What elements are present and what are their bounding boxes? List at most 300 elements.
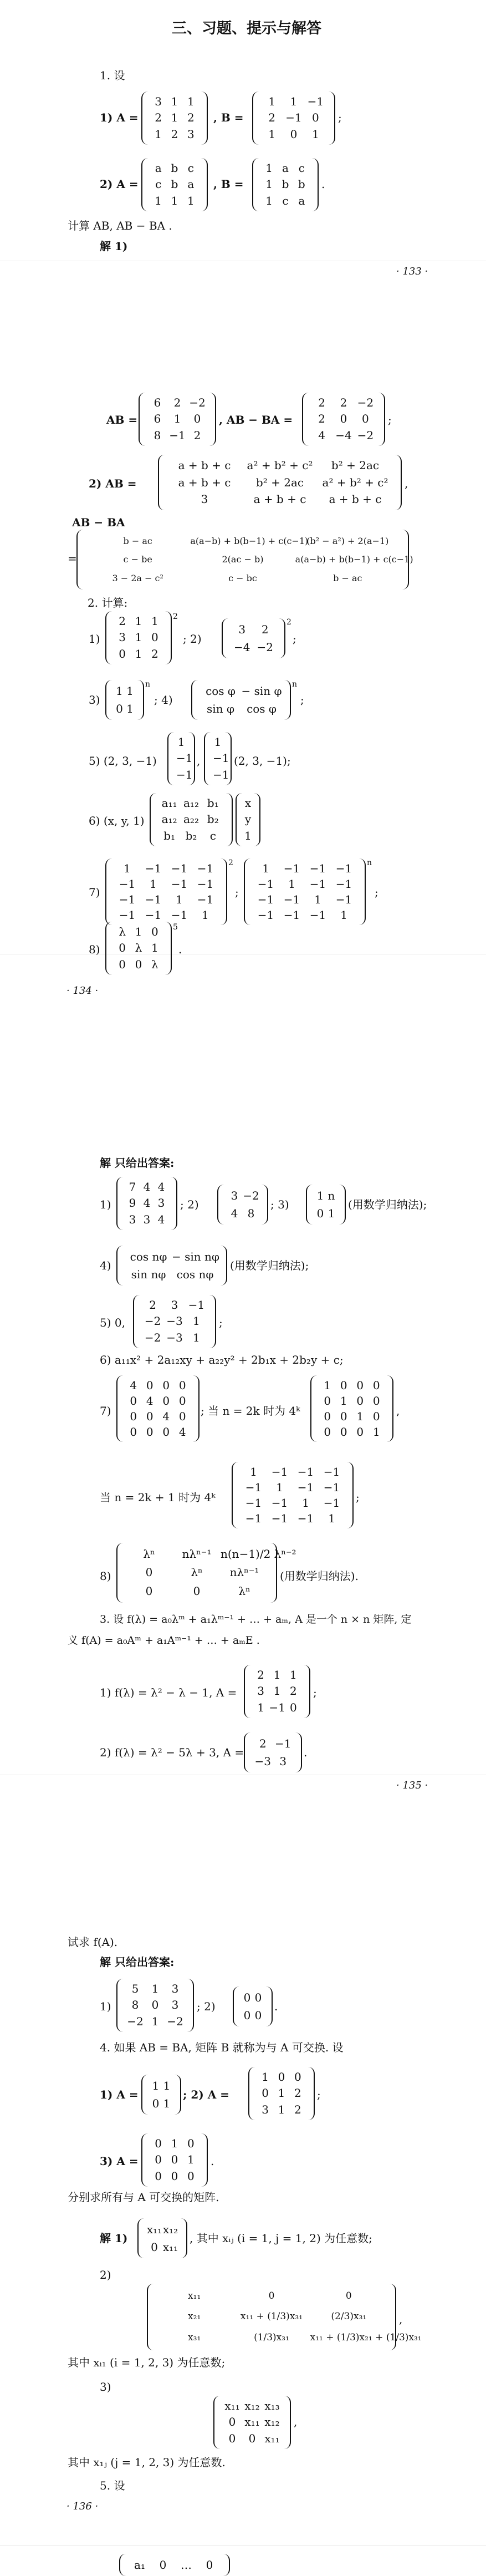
a7-note: ; 当 n = 2k 时为 4ᵏ xyxy=(201,1404,300,1417)
matrix-cell: −1 xyxy=(245,1496,262,1510)
matrix-right-paren xyxy=(266,1986,273,2026)
matrix-right-paren xyxy=(201,158,208,211)
matrix-cell: 2 xyxy=(173,396,181,409)
page-number: · 136 · xyxy=(66,2501,99,2512)
matrix-R5 xyxy=(133,1295,216,1348)
semicolon: ; xyxy=(317,2088,321,2101)
q3-text-2: 义 f(A) = a₀Aᵐ + a₁Aᵐ⁻¹ + … + aₘE . xyxy=(68,1634,260,1647)
matrix-cell: 0 xyxy=(324,1410,331,1423)
matrix-cell: sin φ xyxy=(207,702,234,715)
matrix-cell: 3 xyxy=(171,1998,179,2012)
matrix-cell: 1 xyxy=(192,1314,200,1328)
q1-1-B-eq: , B = xyxy=(213,111,244,124)
matrix-cell: b₂ xyxy=(207,812,219,826)
matrix-cell: x₁₁ xyxy=(224,2399,240,2412)
matrix-cell: 1 xyxy=(268,127,276,141)
matrix-cell: −3 xyxy=(166,1330,183,1344)
matrix-left-paren xyxy=(233,1986,239,2026)
matrix-cell: c xyxy=(187,161,194,175)
a7-label: 7) xyxy=(100,1404,111,1417)
matrix-R2 xyxy=(217,1185,268,1225)
matrix-cell: 0 xyxy=(162,1425,170,1439)
matrix-cell: −1 xyxy=(145,908,162,922)
matrix-cell: 1 xyxy=(290,95,298,108)
matrix-cell: 0 xyxy=(356,1379,364,1392)
matrix-cell: 0 xyxy=(372,1394,380,1408)
page-title: 三、习题、提示与解答 xyxy=(172,20,321,37)
matrix-cell: −1 xyxy=(145,862,162,875)
matrix-cell: 0 xyxy=(311,111,319,125)
matrix-cell: −3 xyxy=(254,1755,271,1768)
matrix-cell: 0 xyxy=(119,957,126,971)
matrix-cell: x₁₂ xyxy=(264,2415,280,2429)
matrix-cell: 1 xyxy=(311,127,319,141)
exponent: 5 xyxy=(173,923,178,932)
matrix-cell: 1 xyxy=(278,2102,285,2116)
matrix-cell: 2 xyxy=(187,111,195,125)
matrix-cell: 3 xyxy=(187,127,195,141)
matrix-cell: 2 xyxy=(294,2086,301,2100)
matrix-cell: 2 xyxy=(259,1737,267,1750)
matrix-cell: a² + b² + c² xyxy=(247,459,313,472)
matrix-A1 xyxy=(141,92,208,145)
matrix-right-paren xyxy=(165,611,172,664)
matrix-right-paren xyxy=(209,1295,216,1348)
matrix-cell: 4 xyxy=(130,1379,137,1392)
a1-label: 1) xyxy=(100,1198,111,1211)
matrix-left-paren xyxy=(137,2218,144,2258)
exponent: 2 xyxy=(287,618,291,627)
matrix-cell: cos nφ xyxy=(176,1268,214,1281)
matrix-cell: − sin nφ xyxy=(172,1250,219,1263)
matrix-cell: b xyxy=(282,177,289,191)
matrix-cell: (1/3)x₃₁ xyxy=(254,2331,289,2343)
matrix-cell: 0 xyxy=(178,1379,186,1392)
c1-label: 1) xyxy=(89,632,100,646)
matrix-cell: a(a−b) + b(b−1) + c(c−1) xyxy=(190,536,309,546)
column-vector-1 xyxy=(167,732,195,785)
matrix-cell: 1 xyxy=(177,735,185,749)
semicolon: ; xyxy=(338,111,342,124)
matrix-cell: x xyxy=(244,796,252,810)
matrix-right-paren xyxy=(295,1732,302,1772)
matrix-G1 xyxy=(116,1979,194,2032)
a4-note: (用数学归纳法); xyxy=(230,1259,309,1272)
matrix-cell: 0 xyxy=(340,1410,347,1423)
matrix-cell: −2 xyxy=(357,428,374,442)
matrix-cell: 0 xyxy=(289,1700,297,1714)
matrix-cell: 1 xyxy=(163,2097,171,2110)
q2-label: 2. 计算: xyxy=(88,596,128,609)
matrix-cell: 3 xyxy=(201,492,208,506)
c8-label: 8) xyxy=(89,943,100,956)
matrix-cell: 2 xyxy=(193,428,201,442)
matrix-cell: 0 xyxy=(151,2240,158,2254)
q4-ask: 分别求所有与 A 可交换的矩阵. xyxy=(68,2191,219,2204)
matrix-cell: 3 xyxy=(171,1298,178,1312)
matrix-left-paren xyxy=(116,1246,123,1286)
matrix-cell: −1 xyxy=(257,908,274,922)
matrix-cell: −1 xyxy=(145,893,162,906)
matrix-cell: c − be xyxy=(123,554,152,565)
matrix-M8 xyxy=(105,922,172,975)
matrix-cell: a xyxy=(298,194,305,207)
semicolon: ; xyxy=(356,1491,360,1504)
matrix-AB xyxy=(139,393,216,446)
matrix-left-paren xyxy=(204,732,211,785)
q4-text: 4. 如果 AB = BA, 矩阵 B 就称为与 A 可交换. 设 xyxy=(100,2041,344,2054)
matrix-right-paren xyxy=(395,455,402,510)
matrix-cell: 3 xyxy=(171,1982,179,1995)
matrix-cell: 1 xyxy=(340,1394,347,1408)
matrix-cell: b² + 2ac xyxy=(331,459,380,472)
p136-s1-note: , 其中 xᵢⱼ (i = 1, j = 1, 2) 为任意数; xyxy=(190,2232,372,2245)
a3-label: ; 3) xyxy=(270,1198,289,1211)
matrix-cell: 0 xyxy=(151,631,158,644)
matrix-left-paren xyxy=(167,732,174,785)
matrix-cell: x₁₁ xyxy=(162,2240,178,2254)
matrix-cell: 0 xyxy=(372,1379,380,1392)
matrix-cell: 2(ac − b) xyxy=(222,554,264,565)
matrix-cell: 1 xyxy=(171,2137,178,2150)
matrix-cell: −1 xyxy=(283,893,300,906)
matrix-cell: 1 xyxy=(316,1189,324,1202)
matrix-K1 xyxy=(137,2218,187,2258)
semicolon: ; xyxy=(375,886,378,899)
matrix-cell: 1 xyxy=(289,1668,297,1681)
comma: , xyxy=(294,2415,298,2428)
matrix-cell: 0 xyxy=(193,1584,201,1598)
matrix-cell: 0 xyxy=(155,2153,162,2167)
matrix-cell: (2/3)x₃₁ xyxy=(331,2311,367,2323)
matrix-cell: −2 xyxy=(127,2014,144,2028)
matrix-cell: 0 xyxy=(243,2009,251,2022)
matrix-cell: 0 xyxy=(159,2558,167,2572)
matrix-cell: −1 xyxy=(171,862,188,875)
matrix-cell: x₁₁ + (1/3)x₂₁ + (1/3)x₃₁ xyxy=(310,2331,422,2343)
matrix-left-paren xyxy=(244,1665,250,1718)
matrix-cell: 1 xyxy=(135,631,142,644)
matrix-cell: 0 xyxy=(146,1410,154,1423)
matrix-cell: x₁₁ xyxy=(188,2290,201,2301)
matrix-q5-preview xyxy=(119,2554,230,2576)
matrix-cell: −1 xyxy=(275,1737,291,1750)
matrix-cell: 1 xyxy=(340,908,347,922)
matrix-cell: 0 xyxy=(243,1991,251,2004)
matrix-AB-minus-BA xyxy=(302,393,385,446)
period: . xyxy=(304,1746,308,1759)
AB-minus-BA-2-label: AB − BA xyxy=(72,516,125,529)
matrix-cell: 1 xyxy=(187,2153,195,2167)
matrix-left-paren xyxy=(105,611,112,664)
matrix-cell: 4 xyxy=(143,1180,151,1193)
matrix-cell: b xyxy=(298,177,305,191)
matrix-cell: a² + b² + c² xyxy=(322,475,388,489)
vector-xy1 xyxy=(236,793,260,846)
matrix-cell: 1 xyxy=(276,1481,283,1494)
matrix-cell: 1 xyxy=(244,829,252,842)
semicolon: ; xyxy=(313,1686,317,1699)
matrix-F1 xyxy=(244,1665,310,1718)
matrix-cell: 4 xyxy=(231,1207,238,1220)
exponent: n xyxy=(292,680,298,689)
matrix-R4 xyxy=(116,1246,227,1286)
matrix-cell: −2 xyxy=(189,396,206,409)
matrix-M7b xyxy=(244,858,366,925)
matrix-cell: −1 xyxy=(309,908,326,922)
matrix-cell: 8 xyxy=(247,1207,255,1220)
matrix-cell: 1 xyxy=(262,862,269,875)
matrix-cell: −1 xyxy=(171,908,188,922)
matrix-left-paren xyxy=(116,1543,123,1603)
matrix-right-paren xyxy=(359,858,366,925)
matrix-K3 xyxy=(213,2396,291,2449)
matrix-cell: − sin φ xyxy=(241,684,282,698)
matrix-cell: 1 xyxy=(262,2070,269,2084)
matrix-right-paren xyxy=(308,2067,315,2120)
matrix-cell: −1 xyxy=(213,751,229,765)
matrix-cell: 0 xyxy=(228,2431,236,2445)
matrix-cell: 0 xyxy=(340,412,347,426)
column-vector-2 xyxy=(204,732,232,785)
matrix-cell: 1 xyxy=(151,1982,159,1995)
matrix-cell: −1 xyxy=(309,877,326,891)
matrix-cell: 1 xyxy=(150,877,157,891)
matrix-cell: a + b + c xyxy=(178,475,231,489)
semicolon: ; xyxy=(293,632,296,646)
matrix-cell: sin nφ xyxy=(131,1268,166,1281)
comma: , xyxy=(399,2313,403,2326)
matrix-cell: 1 xyxy=(268,95,276,108)
matrix-cell: 0 xyxy=(193,412,201,426)
matrix-cell: 0 xyxy=(155,2169,162,2183)
matrix-cell: λ xyxy=(151,957,158,971)
matrix-M1 xyxy=(105,611,172,664)
matrix-H2 xyxy=(248,2067,315,2120)
matrix-left-paren xyxy=(139,393,145,446)
matrix-left-paren xyxy=(302,393,309,446)
matrix-cell: 1 xyxy=(302,1496,309,1510)
matrix-left-paren xyxy=(105,680,112,720)
matrix-I4 xyxy=(310,1375,393,1442)
matrix-cell: x₁₂ xyxy=(244,2399,260,2412)
matrix-cell: a₁₂ xyxy=(161,812,177,826)
matrix-cell: 3 xyxy=(119,631,126,644)
a3-note: (用数学归纳法); xyxy=(348,1198,427,1211)
matrix-left-paren xyxy=(244,858,250,925)
matrix-right-paren xyxy=(312,158,319,211)
matrix-left-paren xyxy=(133,1295,140,1348)
matrix-cell: 1 xyxy=(155,127,162,141)
matrix-cell: 3 xyxy=(157,1196,165,1210)
matrix-cell: −1 xyxy=(297,1481,314,1494)
matrix-cell: n xyxy=(328,1189,335,1202)
matrix-cell: a(a−b) + b(b−1) + c(c−1) xyxy=(295,554,413,565)
matrix-cell: a₂₂ xyxy=(183,812,199,826)
matrix-left-paren xyxy=(105,858,112,925)
matrix-cell: cos φ xyxy=(206,684,236,698)
matrix-M7a xyxy=(105,858,227,925)
a5-label: 5) 0, xyxy=(100,1316,125,1329)
matrix-R7 xyxy=(116,1375,199,1442)
matrix-cell: λⁿ xyxy=(143,1547,155,1561)
matrix-cell: 1 xyxy=(152,2079,160,2092)
matrix-cell: 5 xyxy=(131,1982,139,1995)
matrix-left-paren xyxy=(116,1177,123,1230)
matrix-cell: 2 xyxy=(340,396,347,409)
matrix-M4 xyxy=(191,680,291,720)
matrix-cell: 2 xyxy=(119,614,126,628)
matrix-cell: 1 xyxy=(171,95,178,108)
matrix-cell: 0 xyxy=(324,1394,331,1408)
matrix-right-paren xyxy=(304,1665,310,1718)
matrix-cell: −1 xyxy=(269,1700,285,1714)
matrix-cell: −1 xyxy=(297,1465,314,1478)
matrix-cell: cos φ xyxy=(247,702,277,715)
p136-s1-label: 解 1) xyxy=(100,2232,128,2245)
matrix-cell: 1 xyxy=(135,614,142,628)
matrix-right-paren xyxy=(171,1177,177,1230)
matrix-cell: 1 xyxy=(173,412,181,426)
matrix-cell: −1 xyxy=(309,862,326,875)
matrix-cell: 0 xyxy=(145,1566,153,1579)
matrix-cell: x₃₁ xyxy=(188,2331,201,2343)
a2-label: ; 2) xyxy=(180,1198,199,1211)
matrix-cell: −1 xyxy=(335,877,352,891)
a7-odd-note: 当 n = 2k + 1 时为 4ᵏ xyxy=(100,1491,216,1504)
a8-label: 8) xyxy=(100,1569,111,1583)
p136-solution: 解 只给出答案: xyxy=(100,1955,175,1969)
matrix-cell: 3 xyxy=(262,2102,269,2116)
matrix-cell: c xyxy=(155,177,162,191)
matrix-cell: −1 xyxy=(119,877,136,891)
matrix-cell: 0 xyxy=(340,1379,347,1392)
matrix-cell: 7 xyxy=(129,1180,136,1193)
matrix-AB-minus-BA-2 xyxy=(76,530,413,590)
matrix-cell: 1 xyxy=(171,111,178,125)
matrix-cell: 1 xyxy=(328,1207,335,1220)
matrix-left-paren xyxy=(141,2075,148,2115)
matrix-cell: 1 xyxy=(278,2086,285,2100)
matrix-cell: 1 xyxy=(356,1410,364,1423)
matrix-cell: 0 xyxy=(356,1425,364,1439)
p136-s2-note: 其中 xᵢ₁ (i = 1, 2, 3) 为任意数; xyxy=(68,2356,226,2369)
p136-a2-label: ; 2) xyxy=(197,2000,216,2013)
matrix-cell: b² + 2ac xyxy=(255,475,304,489)
matrix-R7b xyxy=(232,1462,354,1528)
semicolon: ; xyxy=(219,1316,223,1329)
exponent: n xyxy=(367,858,372,867)
matrix-cell: −1 xyxy=(257,877,274,891)
matrix-cell: 0 xyxy=(178,1410,186,1423)
matrix-cell: a xyxy=(187,177,195,191)
matrix-cell: 2 xyxy=(318,396,326,409)
matrix-cell: 0 xyxy=(361,412,369,426)
matrix-cell: 0 xyxy=(294,2070,301,2084)
matrix-cell: 0 xyxy=(171,2169,178,2183)
q3-1-label: 1) f(λ) = λ² − λ − 1, A = xyxy=(100,1686,237,1699)
matrix-cell: −1 xyxy=(323,1481,340,1494)
matrix-right-paren xyxy=(284,2396,291,2449)
matrix-cell: −1 xyxy=(297,1512,314,1525)
matrix-left-paren xyxy=(150,793,156,846)
matrix-cell: −1 xyxy=(271,1496,288,1510)
matrix-left-paren xyxy=(222,618,228,658)
matrix-right-paren xyxy=(137,680,144,720)
matrix-cell: x₁₁ xyxy=(244,2415,260,2429)
matrix-cell: 3 xyxy=(279,1755,287,1768)
matrix-cell: 0 xyxy=(345,2290,352,2301)
matrix-cell: −1 xyxy=(245,1512,262,1525)
matrix-cell: nλⁿ⁻¹ xyxy=(229,1566,259,1579)
semicolon: ; xyxy=(388,413,392,426)
c7-label: 7) xyxy=(89,886,100,899)
matrix-cell: 1 xyxy=(171,194,178,207)
page-separator xyxy=(0,2545,486,2546)
matrix-left-paren xyxy=(252,158,259,211)
matrix-cell: 2 xyxy=(289,1684,297,1698)
matrix-cell: 0 xyxy=(119,941,126,955)
p135-solution: 解 只给出答案: xyxy=(100,1156,175,1170)
matrix-cell: 1 xyxy=(324,1379,331,1392)
matrix-cell: cos nφ xyxy=(130,1250,167,1263)
matrix-cell: x₁₁ xyxy=(146,2223,162,2236)
matrix-cell: 1 xyxy=(214,735,222,749)
matrix-cell: 8 xyxy=(154,428,161,442)
matrix-cell: 0 xyxy=(145,1584,153,1598)
matrix-cell: 0 xyxy=(155,2137,162,2150)
c2-label: ; 2) xyxy=(183,632,202,646)
matrix-left-paren xyxy=(252,92,259,145)
matrix-cell: 1 xyxy=(314,893,321,906)
matrix-right-paren xyxy=(378,393,385,446)
matrix-cell: 4 xyxy=(178,1425,186,1439)
matrix-M3 xyxy=(105,680,144,720)
matrix-cell: −1 xyxy=(188,1298,205,1312)
matrix-cell: −4 xyxy=(234,641,250,654)
matrix-M6 xyxy=(150,793,233,846)
matrix-cell: 1 xyxy=(273,1668,281,1681)
page-number: · 133 · xyxy=(396,266,428,277)
matrix-cell: −1 xyxy=(271,1465,288,1478)
matrix-cell: −1 xyxy=(335,862,352,875)
matrix-cell: a + b + c xyxy=(253,492,306,506)
matrix-cell: x₁₁ + (1/3)x₃₁ xyxy=(240,2311,303,2323)
q3-text-1: 3. 设 f(λ) = a₀λᵐ + a₁λᵐ⁻¹ + … + aₘ, A 是一个 n × n 矩阵, 定 xyxy=(100,1613,412,1625)
matrix-cell: 6 xyxy=(154,396,161,409)
exponent: n xyxy=(145,680,151,689)
matrix-cell: −1 xyxy=(197,862,214,875)
c6-label: 6) (x, y, 1) xyxy=(89,814,145,827)
matrix-cell: 0 xyxy=(146,1379,154,1392)
matrix-cell: −2 xyxy=(243,1189,259,1202)
matrix-cell: x₂₁ xyxy=(188,2311,201,2323)
matrix-left-paren xyxy=(141,2133,148,2187)
q1-2-B-eq: , B = xyxy=(213,177,244,191)
q1-label: 1. 设 xyxy=(100,69,125,82)
matrix-cell: b₂ xyxy=(185,829,197,842)
matrix-right-paren xyxy=(339,1185,346,1225)
matrix-cell: 0 xyxy=(187,2169,195,2183)
comma: , xyxy=(197,754,201,768)
matrix-right-paren xyxy=(329,92,335,145)
matrix-cell: 0 xyxy=(162,1379,170,1392)
matrix-cell: −1 xyxy=(257,893,274,906)
matrix-cell: 0 xyxy=(146,1425,154,1439)
matrix-cell: −1 xyxy=(307,95,324,108)
matrix-cell: b xyxy=(171,177,178,191)
matrix-right-paren xyxy=(347,1462,354,1528)
